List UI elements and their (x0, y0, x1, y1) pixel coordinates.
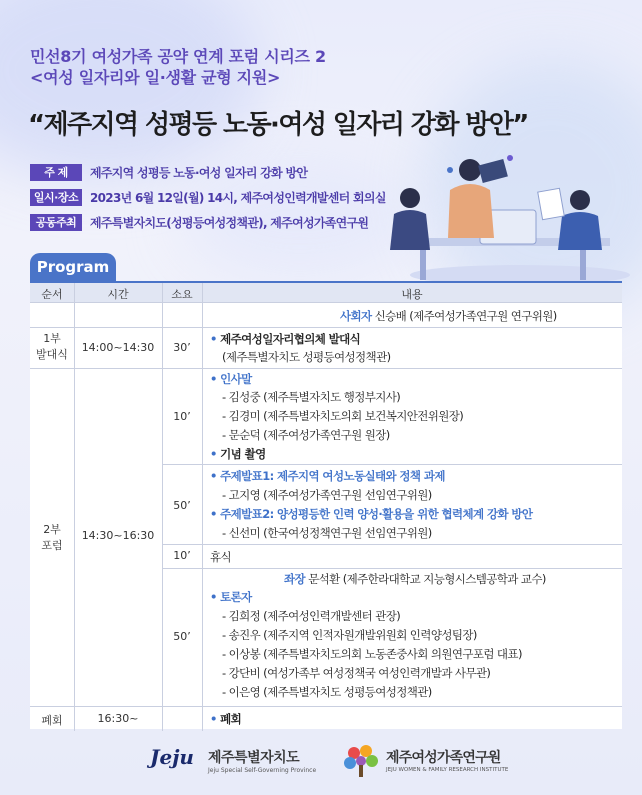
meeting-illustration (390, 150, 630, 288)
series-title: 민선8기 여성가족 공약 연계 포럼 시리즈 2 (30, 47, 326, 66)
disc-person: - 송진우 (제주지역 인적자원개발위원회 인력양성팀장) (222, 628, 477, 642)
talk1-person: - 고지영 (제주여성가족연구원 선임연구위원) (222, 488, 432, 502)
greet-person: - 김경미 (제주특별자치도의회 보건복지안전위원장) (222, 409, 464, 423)
greet-person: - 문순덕 (제주여성가족연구원 원장) (222, 428, 390, 442)
talk1-title: • 주제발표1: 제주지역 여성노동실태와 정책 과제 (210, 469, 445, 483)
program-tab: Program (30, 253, 116, 281)
part1-order-label: 발대식 (36, 348, 68, 361)
info-label: 공동주최 (30, 214, 82, 231)
part1-time: 14:00~14:30 (81, 341, 155, 354)
part1-item-sub: (제주특별자치도 성평등여성정책관) (222, 350, 391, 364)
jeju-org-name: 제주특별자치도 (208, 750, 300, 766)
disc-person: - 강단비 (여성가족부 여성정책국 여성인력개발과 사무관) (222, 666, 491, 680)
forum-title: “제주지역 성평등 노동·여성 일자리 강화 방안” (28, 110, 528, 140)
info-value: 제주특별자치도(성평등여성정책관), 제주여성가족연구원 (90, 216, 369, 230)
part1-order: 1부 (43, 332, 61, 345)
closing-order: 폐회 (41, 714, 63, 727)
part1-item: • 제주여성일자리협의체 발대식 (210, 332, 361, 346)
greet-person: - 김성중 (제주특별자치도 행정부지사) (222, 390, 401, 404)
series-subtitle: <여성 일자리와 일·생활 균형 지원> (30, 68, 281, 87)
program-table (30, 281, 622, 729)
break-label: 휴식 (210, 550, 232, 564)
info-label: 일시·장소 (30, 189, 82, 206)
disc-person: - 이은영 (제주특별자치도 성평등여성정책관) (222, 685, 432, 699)
greet-title: • 인사말 (210, 372, 252, 386)
info-row-datetime (30, 189, 386, 206)
col-content: 내용 (401, 288, 423, 301)
col-duration: 소요 (171, 288, 193, 301)
col-time: 시간 (107, 288, 129, 301)
disc-person: - 이상봉 (제주특별자치도의회 노동존중사회 의원연구포럼 대표) (222, 647, 522, 661)
jeju-logo: Jeju (150, 745, 194, 769)
talk-duration: 50’ (173, 499, 191, 512)
institute-logo-icon (342, 741, 380, 779)
jeju-org-name-en: Jeju Special Self-Governing Province (208, 767, 317, 774)
table-header (30, 283, 622, 302)
info-label: 주 제 (30, 164, 82, 181)
institute-name: 제주여성가족연구원 (386, 750, 501, 766)
disc-duration: 50’ (173, 630, 191, 643)
talk2-title: • 주제발표2: 양성평등한 인력 양성·활용을 위한 협력체계 강화 방안 (210, 507, 533, 521)
info-value: 2023년 6월 12일(월) 14시, 제주여성인력개발센터 회의실 (90, 191, 386, 205)
disc-title: • 토론자 (210, 590, 252, 604)
moderator-1: 사회자 신승배 (제주여성가족연구원 연구위원) (340, 309, 557, 323)
col-order: 순서 (41, 288, 63, 301)
disc-person: - 김희정 (제주여성인력개발센터 관장) (222, 609, 401, 623)
info-row-topic (30, 164, 307, 181)
info-row-host (30, 214, 368, 231)
part2-time: 14:30~16:30 (81, 529, 155, 542)
break-duration: 10’ (173, 549, 191, 562)
part1-duration: 30’ (173, 341, 191, 354)
footer (0, 735, 642, 795)
part2-order: 2부 (43, 523, 61, 536)
closing-time: 16:30~ (97, 712, 139, 725)
info-value: 제주지역 성평등 노동·여성 일자리 강화 방안 (90, 166, 308, 180)
institute-name-en: JEJU WOMEN & FAMILY RESEARCH INSTITUTE (386, 767, 509, 773)
greet-duration: 10’ (173, 410, 191, 423)
talk2-person: - 신선미 (한국여성정책연구원 선임연구위원) (222, 526, 432, 540)
moderator-2: 좌장 문석환 (제주한라대학교 지능형시스템공학과 교수) (284, 572, 546, 586)
part2-order-label: 포럼 (41, 539, 63, 552)
closing-item: • 폐회 (210, 712, 242, 726)
photo-item: • 기념 촬영 (210, 447, 266, 461)
